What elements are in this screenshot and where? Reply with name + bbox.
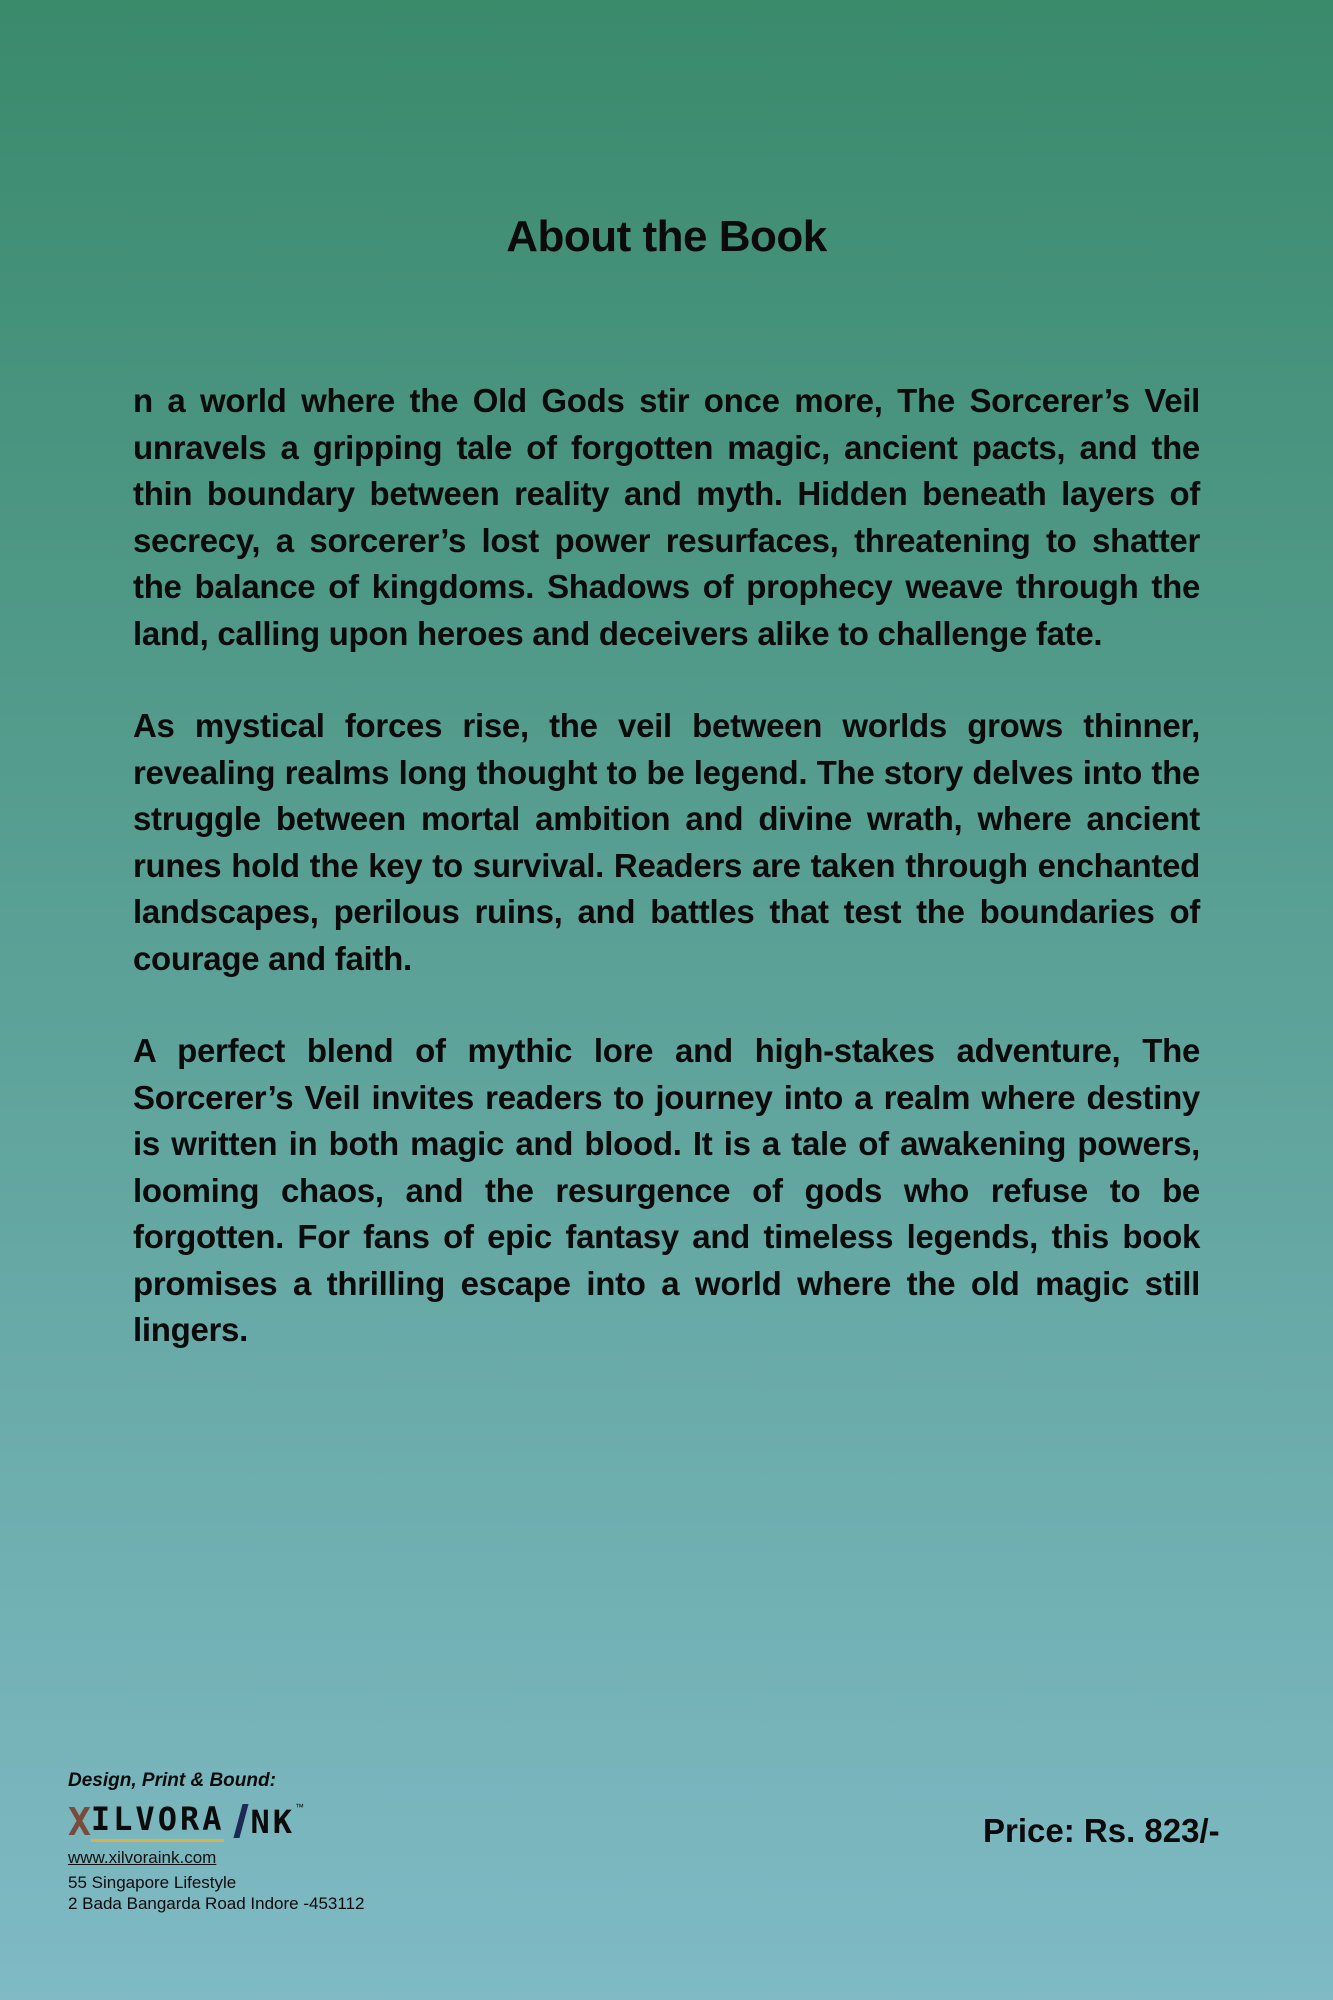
website-link[interactable]: www.xilvoraink.com xyxy=(68,1848,217,1867)
paragraph-3: A perfect blend of mythic lore and high-stakes adventure, The Sorcerer’s Veil invites readers to journey into a realm where destiny is written in both magic and blood. It is a tale of awakening powers, looming chaos, and the resurgence of gods who refuse to be forgotten. For fans of epic fantasy and timeless legends, this book promises a thrilling escape into a world where the old magic still lingers. xyxy=(133,1032,1200,1348)
paragraph-1: n a world where the Old Gods stir once more, The Sorcerer’s Veil unravels a gripping tale of forgotten magic, ancient pacts, and the thin boundary between reality and myth. Hidden beneath layers of secrecy, a sorcerer’s lost power resurfaces, threatening to shatter the balance of kingdoms. Shadows of prophecy weave through the land, calling upon heroes and deceivers alike to challenge fate. xyxy=(133,382,1200,652)
address-line-2: 2 Bada Bangarda Road Indore -453112 xyxy=(68,1894,365,1913)
price-label: Price: Rs. 823/- xyxy=(983,1812,1220,1849)
book-description xyxy=(133,378,1200,1400)
page-title: About the Book xyxy=(506,212,827,261)
trademark: ™ xyxy=(295,1802,305,1812)
paragraph-2: As mystical forces rise, the veil between worlds grows thinner, revealing realms long thought to be legend. The story delves into the struggle between mortal ambition and divine wrath, where ancient runes hold the key to survival. Readers are taken through enchanted landscapes, perilous ruins, and battles that test the boundaries of courage and faith. xyxy=(133,707,1200,977)
publisher-logo xyxy=(68,1798,364,1842)
publisher-info xyxy=(68,1770,364,1914)
address-line-1: 55 Singapore Lifestyle xyxy=(68,1873,237,1892)
pen-icon xyxy=(234,1804,249,1838)
logo-nk: NK xyxy=(250,1803,296,1841)
address xyxy=(68,1872,364,1914)
credit-label: Design, Print & Bound: xyxy=(68,1770,276,1791)
book-x-logo-icon: X xyxy=(68,1800,91,1844)
logo-word: ILVORA xyxy=(91,1799,225,1842)
